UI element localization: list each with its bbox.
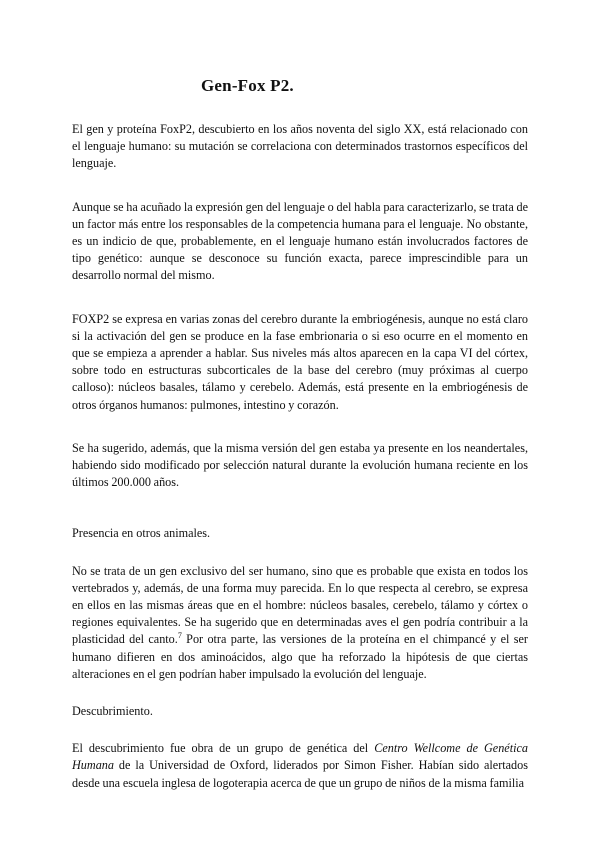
document-body [72, 121, 528, 792]
paragraph-animals [72, 563, 528, 683]
paragraph-intro: El gen y proteína FoxP2, descubierto en los años noventa del siglo XX, está relacionado con el lenguaje humano: su mutación se correlaciona con determinados trastornos específicos del lenguaje. [72, 122, 528, 171]
discovery-text-2: de la Universidad de Oxford, liderados por Simon Fisher. Habían sido alertados desde una escuela inglesa de logoterapia acerca de que un grupo de niños de la misma familia [72, 758, 528, 790]
paragraph-neandertales: Se ha sugerido, además, que la misma versión del gen estaba ya presente en los neandertales, habiendo sido modificado por selección natural durante la evolución humana reciente en los últimos 200.000 años. [72, 440, 528, 490]
paragraph-expresion: FOXP2 se expresa en varias zonas del cerebro durante la embriogénesis, aunque no está claro si la activación del gen se produce en la fase embrionaria o si eso ocurre en el momento en que se empieza a aprender a hablar. Sus niveles más altos aparecen en la capa VI del córtex, sobre todo en estructuras subcorticales de la base del cerebro (muy próximas al cuerpo calloso): núcleos basales, tálamo y cerebelo. Además, está presente en la embriogénesis de otros órganos humanos: pulmones, intestino y corazón. [72, 311, 528, 412]
paragraph-gen-lenguaje: Aunque se ha acuñado la expresión gen del lenguaje o del habla para caracterizarlo, se trata de un factor más entre los responsables de la competencia humana para el lenguaje. No obstante, es un indicio de que, probablemente, en el lenguaje humano están involucrados factores de tipo genético: aunque se desconoce su función exacta, parece imprescindible para un desarrollo normal del mismo. [72, 199, 528, 283]
section-heading-discovery: Descubrimiento. [72, 704, 153, 719]
centro-wellcome-italic: Centro Wellcome de Genética Humana [72, 741, 528, 773]
section-heading-animals: Presencia en otros animales. [72, 526, 211, 541]
animals-text-1: No se trata de un gen exclusivo del ser humano, sino que es probable que exista en todos los vertebrados y, además, de una forma muy parecida. En lo que respecta al cerebro, se expresa en ellos en las mismas áreas que en el hombre: núcleos basales, cerebelo, tálamo y córtex o regiones equivalentes. Se ha sugerido que en determinadas aves el gen podría contribuir a la plasticidad del canto. [72, 563, 528, 647]
footnote-ref: 7 [177, 631, 182, 641]
animals-text-2: Por otra parte, las versiones de la proteína en el chimpancé y el ser humano difieren en dos aminoácidos, algo que ha reforzado la hipótesis de que ciertas alteraciones en el gen podrían haber impulsado la evolución del lenguaje. [72, 632, 528, 681]
document-title: Gen-Fox P2. [201, 76, 294, 95]
discovery-text-1: El descubrimiento fue obra de un grupo de genética del [72, 741, 375, 756]
paragraph-discovery [72, 740, 528, 792]
